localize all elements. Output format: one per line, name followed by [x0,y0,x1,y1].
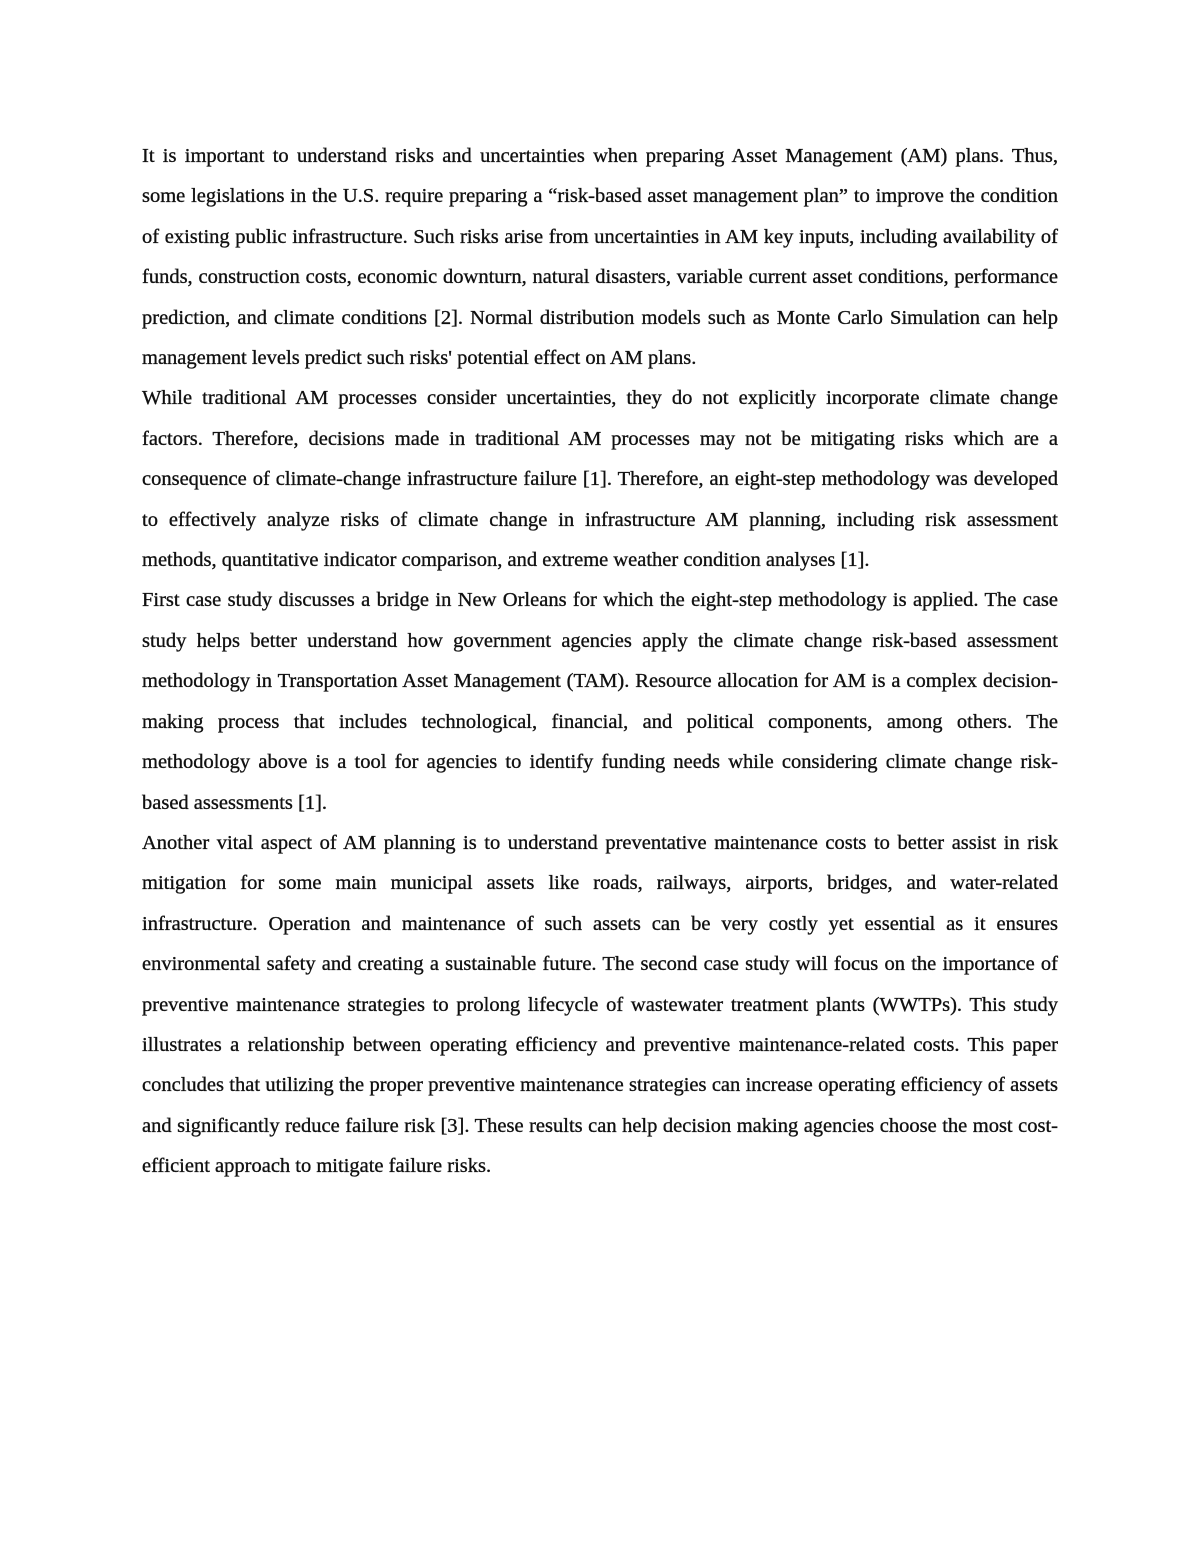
paragraph-first-case-study: First case study discusses a bridge in New Orleans for which the eight-step methodology is applied. The case study helps better understand how government agencies apply the climate change risk-based assessment methodology in Transportation Asset Management (TAM). Resource allocation for AM is a complex decision-making process that includes technological, financial, and political components, among others. The methodology above is a tool for agencies to identify funding needs while considering climate change risk-based assessments [1]. [142,589,1058,814]
paragraph-preventive-maintenance: Another vital aspect of AM planning is to understand preventative maintenance costs to better assist in risk mitigation for some main municipal assets like roads, railways, airports, bridges, and water-related infrastructure. Operation and maintenance of such assets can be very costly yet essential as it ensures environmental safety and creating a sustainable future. The second case study will focus on the importance of preventive maintenance strategies to prolong lifecycle of wastewater treatment plants (WWTPs). This study illustrates a relationship between operating efficiency and preventive maintenance-related costs. This paper concludes that utilizing the proper preventive maintenance strategies can increase operating efficiency of assets and significantly reduce failure risk [3]. These results can help decision making agencies choose the most cost-efficient approach to mitigate failure risks. [142,831,1058,1178]
paragraph-climate-change-factors: While traditional AM processes consider uncertainties, they do not explicitly incorporate climate change factors. Therefore, decisions made in traditional AM processes may not be mitigating risks which are a consequence of climate-change infrastructure failure [1]. Therefore, an eight-step methodology was developed to effectively analyze risks of climate change in infrastructure AM planning, including risk assessment methods, quantitative indicator comparison, and extreme weather condition analyses [1]. [142,387,1058,572]
document-body [142,136,1058,1187]
paragraph-risks-uncertainties: It is important to understand risks and uncertainties when preparing Asset Management (AM) plans. Thus, some legislations in the U.S. require preparing a “risk-based asset management plan” to improve the condition of existing public infrastructure. Such risks arise from uncertainties in AM key inputs, including availability of funds, construction costs, economic downturn, natural disasters, variable current asset conditions, performance prediction, and climate conditions [2]. Normal distribution models such as Monte Carlo Simulation can help management levels predict such risks' potential effect on AM plans. [142,145,1058,370]
